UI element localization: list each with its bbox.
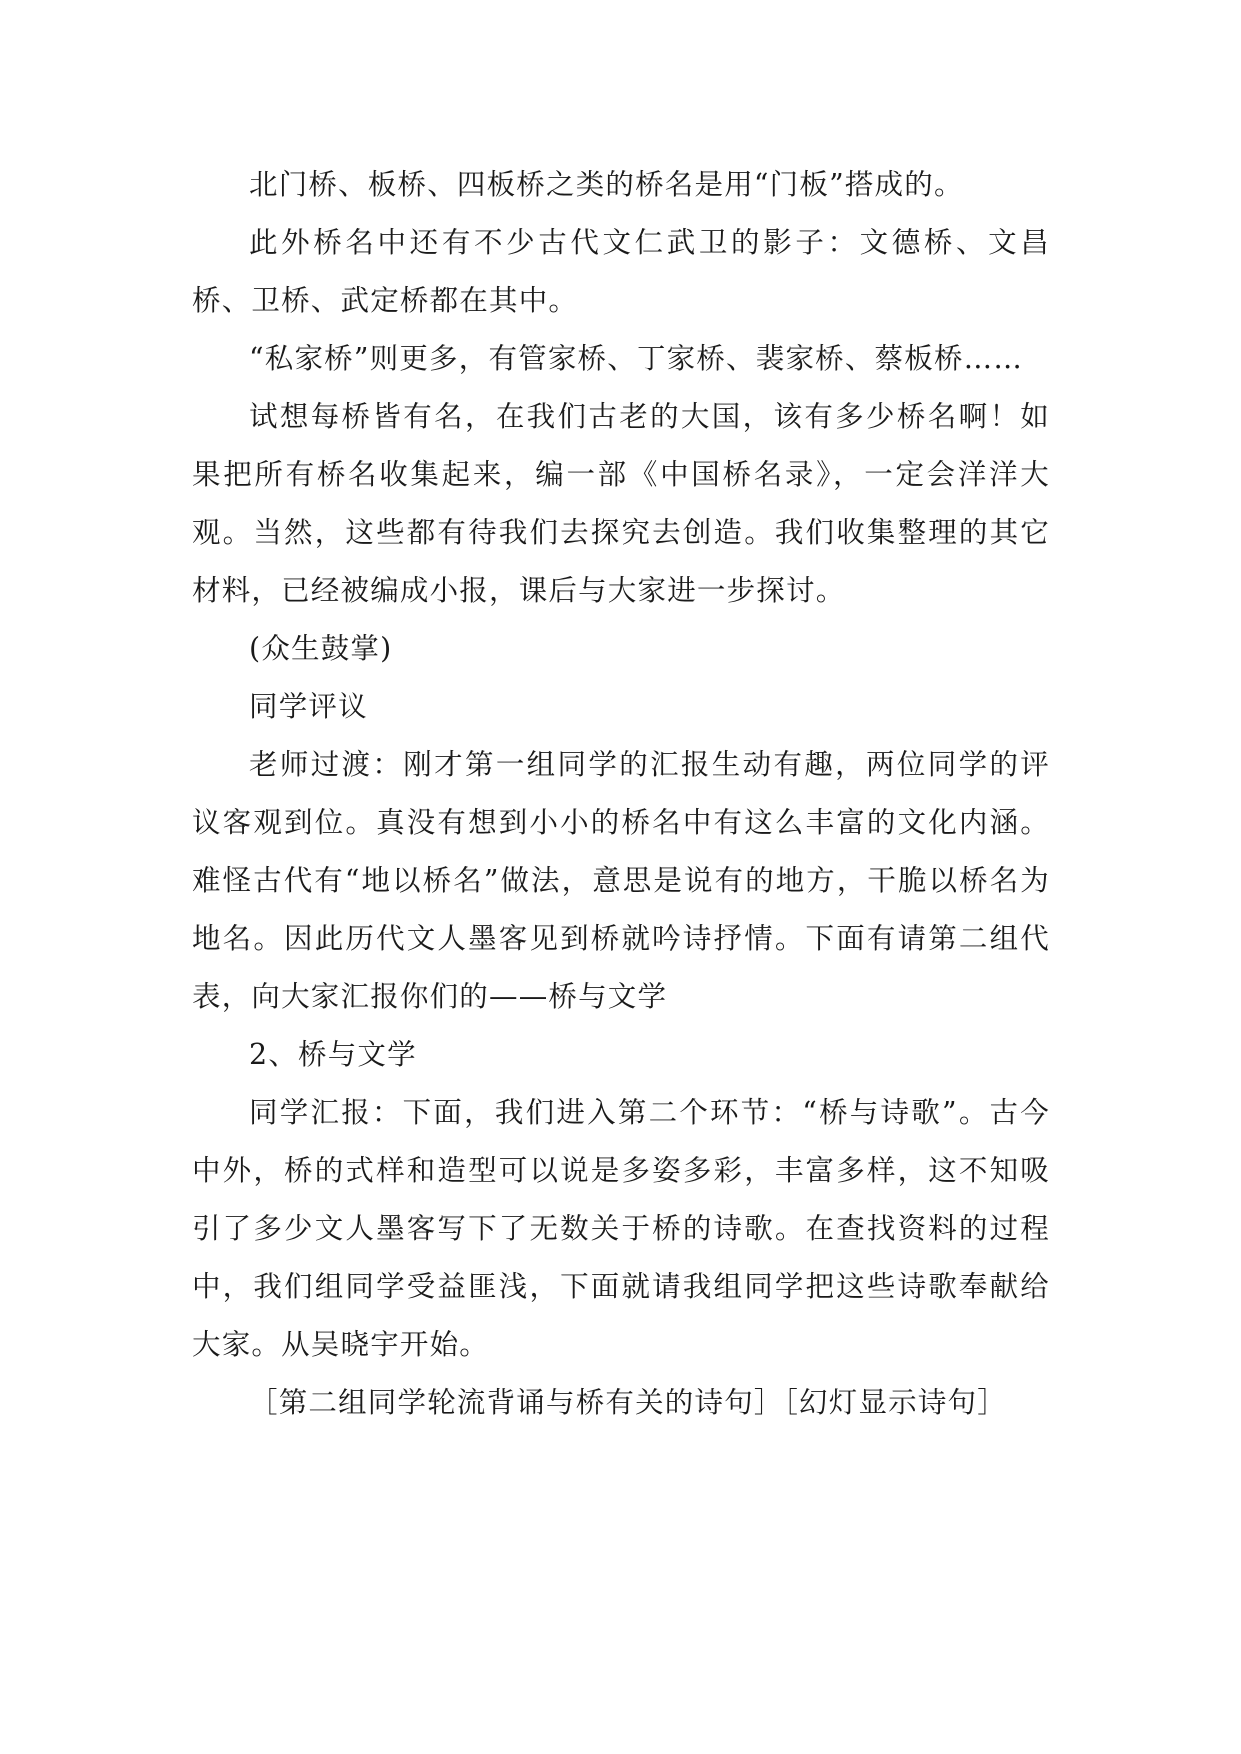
paragraph-applause: (众生鼓掌) [249,632,393,665]
paragraph-peer-review: 同学评议 [249,690,368,723]
paragraph-stage-direction: ［第二组同学轮流背诵与桥有关的诗句］［幻灯显示诗句］ [249,1386,1007,1419]
document-page [192,156,1050,1432]
section-heading-bridge-literature: 2、桥与文学 [249,1038,417,1071]
paragraph-bridge-name-record: 试想每桥皆有名，在我们古老的大国，该有多少桥名啊！如果把所有桥名收集起来，编一部《中国桥名录》，一定会洋洋大观。当然，这些都有待我们去探究去创造。我们收集整理的其它材料，已经被编成小报，课后与大家进一步探讨。 [192,400,1050,607]
paragraph-student-report: 同学汇报：下面，我们进入第二个环节：“桥与诗歌”。古今中外，桥的式样和造型可以说是多姿多彩，丰富多样，这不知吸引了多少文人墨客写下了无数关于桥的诗歌。在查找资料的过程中，我们组同学受益匪浅，下面就请我组同学把这些诗歌奉献给大家。从吴晓宇开始。 [192,1096,1050,1361]
paragraph-bridge-names-door: 北门桥、板桥、四板桥之类的桥名是用“门板”搭成的。 [249,168,964,201]
paragraph-bridge-names-civil-military: 此外桥名中还有不少古代文仁武卫的影子：文德桥、文昌桥、卫桥、武定桥都在其中。 [192,226,1050,317]
paragraph-teacher-transition: 老师过渡：刚才第一组同学的汇报生动有趣，两位同学的评议客观到位。真没有想到小小的桥名中有这么丰富的文化内涵。难怪古代有“地以桥名”做法，意思是说有的地方，干脆以桥名为地名。因此历代文人墨客见到桥就吟诗抒情。下面有请第二组代表，向大家汇报你们的——桥与文学 [192,748,1050,1013]
paragraph-private-bridges: “私家桥”则更多，有管家桥、丁家桥、裴家桥、蔡板桥…… [249,342,1024,375]
